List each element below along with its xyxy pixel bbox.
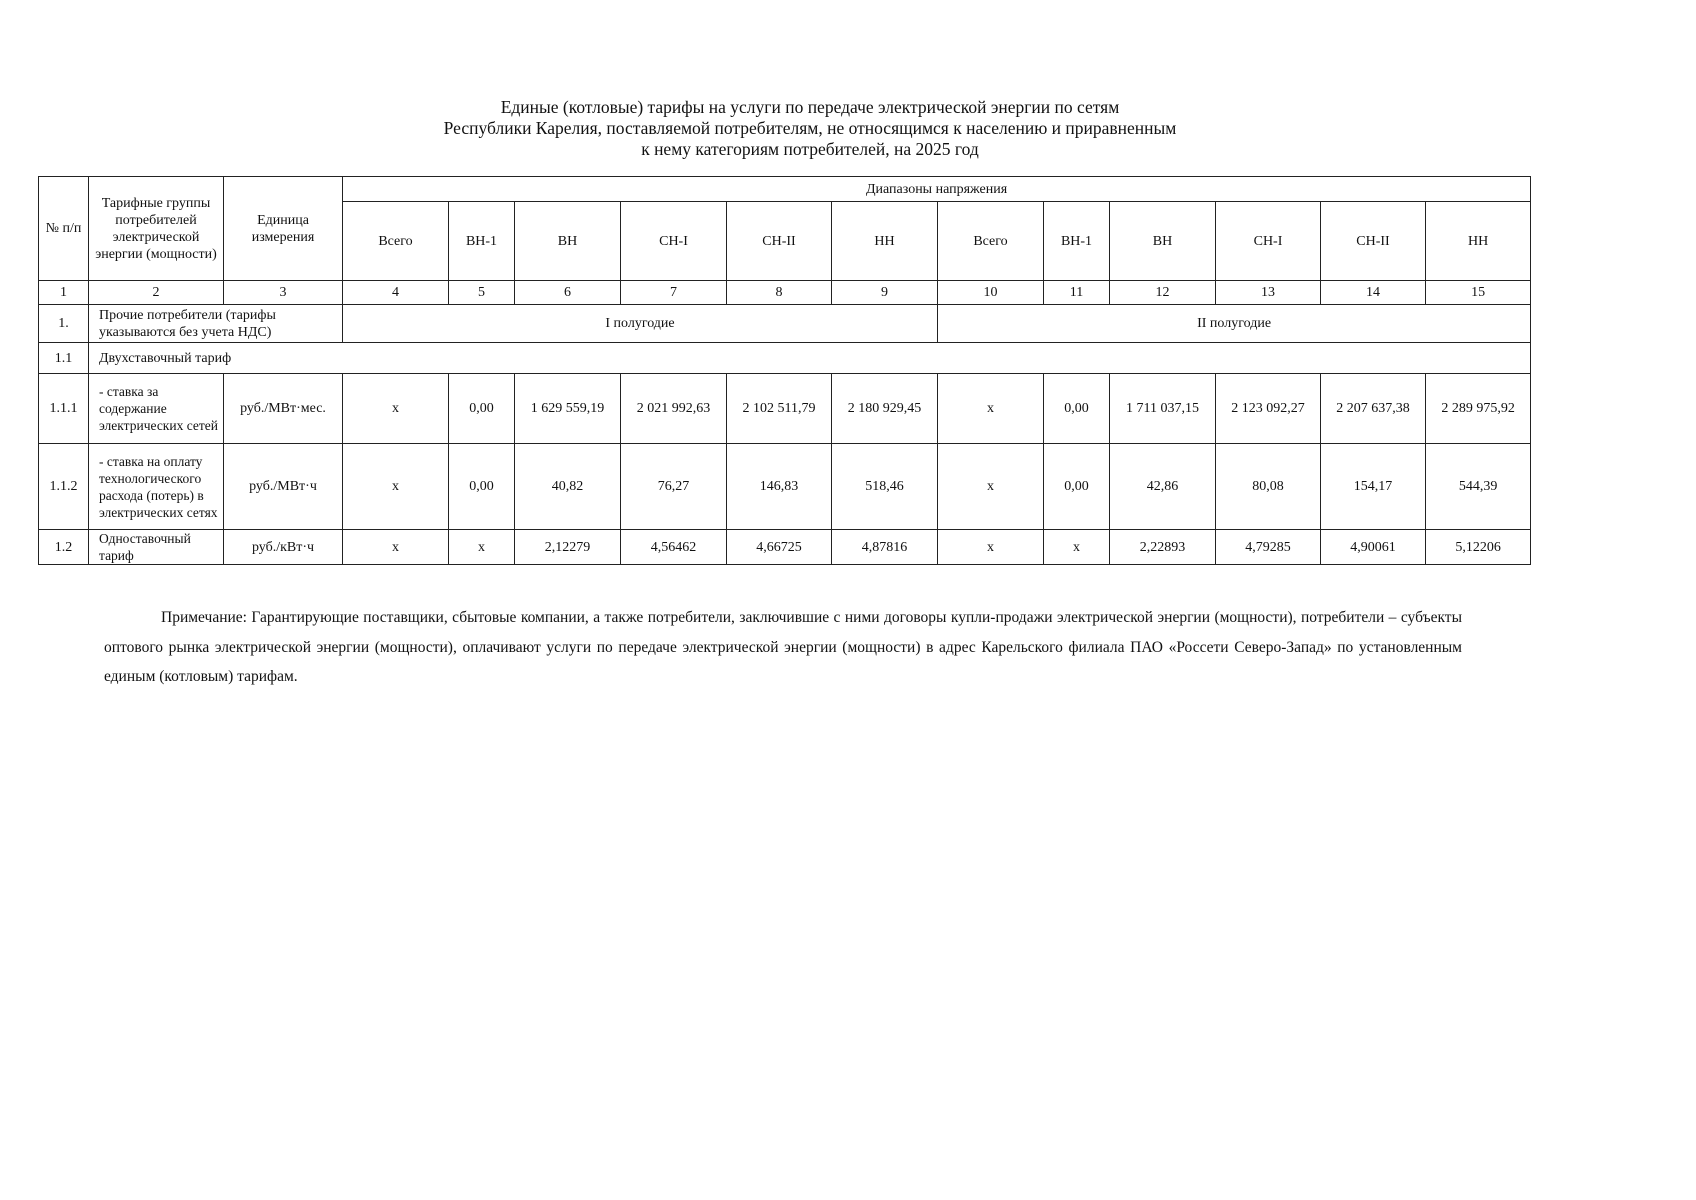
column-number: 13 xyxy=(1216,281,1321,305)
table-cell: 42,86 xyxy=(1110,444,1216,530)
column-number: 1 xyxy=(39,281,89,305)
column-number: 2 xyxy=(89,281,224,305)
table-cell: 76,27 xyxy=(621,444,727,530)
header-voltage: СН-I xyxy=(1216,202,1321,281)
table-cell: х xyxy=(1044,530,1110,565)
row-num: 1. xyxy=(39,305,89,343)
header-voltage: ВН xyxy=(1110,202,1216,281)
header-voltage: ВН xyxy=(515,202,621,281)
header-voltage: ВН-1 xyxy=(449,202,515,281)
title-line-2: Республики Карелия, поставляемой потребителям, не относящимся к населению и приравненным xyxy=(443,118,1177,138)
table-cell: х xyxy=(938,374,1044,444)
header-voltage: Всего xyxy=(938,202,1044,281)
header-voltage: Всего xyxy=(343,202,449,281)
header-voltage: ВН-1 xyxy=(1044,202,1110,281)
table-cell: 4,56462 xyxy=(621,530,727,565)
table-cell: 0,00 xyxy=(449,374,515,444)
table-cell: х xyxy=(343,530,449,565)
table-cell: 544,39 xyxy=(1426,444,1531,530)
table-row xyxy=(39,374,1531,444)
table-row xyxy=(39,530,1531,565)
header-voltage: НН xyxy=(1426,202,1531,281)
header-row-1 xyxy=(39,177,1531,202)
table-cell: 4,79285 xyxy=(1216,530,1321,565)
row-label: - ставка на оплату технологического расхода (потерь) в электрических сетях xyxy=(89,444,224,530)
table-row xyxy=(39,444,1531,530)
table-cell: 2,12279 xyxy=(515,530,621,565)
row-unit: руб./МВт·мес. xyxy=(224,374,343,444)
header-voltage: НН xyxy=(832,202,938,281)
footnote: Примечание: Гарантирующие поставщики, сбытовые компании, а также потребители, заключившие с ними договоры купли-продажи электрической энергии (мощности), потребители – субъекты оптового рынка электрической энергии (мощности), оплачивают услуги по передаче электрической энергии (мощности) в адрес Карельского филиала ПАО «Россети Северо-Запад» по установленным единым (котловым) тарифам. xyxy=(104,609,1462,685)
table-cell: 1 629 559,19 xyxy=(515,374,621,444)
row-num: 1.1 xyxy=(39,343,89,374)
column-number: 3 xyxy=(224,281,343,305)
table-cell: х xyxy=(938,444,1044,530)
column-number: 4 xyxy=(343,281,449,305)
table-cell: 0,00 xyxy=(1044,374,1110,444)
column-number: 8 xyxy=(727,281,832,305)
column-number: 12 xyxy=(1110,281,1216,305)
header-voltage: СН-I xyxy=(621,202,727,281)
row-num: 1.1.1 xyxy=(39,374,89,444)
row-unit: руб./МВт·ч xyxy=(224,444,343,530)
table-cell: 4,90061 xyxy=(1321,530,1426,565)
table-cell: х xyxy=(343,444,449,530)
column-number: 10 xyxy=(938,281,1044,305)
table-cell: 1 711 037,15 xyxy=(1110,374,1216,444)
table-row xyxy=(39,343,1531,374)
half-year-1: I полугодие xyxy=(343,305,938,343)
table-cell: 2 123 092,27 xyxy=(1216,374,1321,444)
row-num: 1.2 xyxy=(39,530,89,565)
column-number: 5 xyxy=(449,281,515,305)
table-cell: 154,17 xyxy=(1321,444,1426,530)
column-number-row xyxy=(39,281,1531,305)
column-number: 6 xyxy=(515,281,621,305)
table-cell: 518,46 xyxy=(832,444,938,530)
header-voltage: СН-II xyxy=(1321,202,1426,281)
header-num: № п/п xyxy=(39,177,89,281)
half-year-2: II полугодие xyxy=(938,305,1531,343)
title-line-3: к нему категориям потребителей, на 2025 год xyxy=(641,139,979,159)
table-cell: 4,66725 xyxy=(727,530,832,565)
table-cell: 4,87816 xyxy=(832,530,938,565)
table-cell: 2,22893 xyxy=(1110,530,1216,565)
table-cell: х xyxy=(938,530,1044,565)
table-cell: 2 207 637,38 xyxy=(1321,374,1426,444)
column-number: 14 xyxy=(1321,281,1426,305)
row-label: Прочие потребители (тарифы указываются без учета НДС) xyxy=(89,305,343,343)
table-cell: 40,82 xyxy=(515,444,621,530)
table-cell: х xyxy=(343,374,449,444)
row-label: - ставка за содержание электрических сетей xyxy=(89,374,224,444)
tariff-table xyxy=(38,176,1531,565)
table-cell: 0,00 xyxy=(449,444,515,530)
column-number: 15 xyxy=(1426,281,1531,305)
column-number: 7 xyxy=(621,281,727,305)
row-unit: руб./кВт·ч xyxy=(224,530,343,565)
table-cell: 146,83 xyxy=(727,444,832,530)
row-num: 1.1.2 xyxy=(39,444,89,530)
table-cell: 80,08 xyxy=(1216,444,1321,530)
table-cell: 2 102 511,79 xyxy=(727,374,832,444)
title-line-1: Единые (котловые) тарифы на услуги по передаче электрической энергии по сетям xyxy=(500,97,1120,117)
column-number: 11 xyxy=(1044,281,1110,305)
header-voltage-ranges: Диапазоны напряжения xyxy=(343,177,1531,202)
table-cell: 2 180 929,45 xyxy=(832,374,938,444)
table-cell: 5,12206 xyxy=(1426,530,1531,565)
column-number: 9 xyxy=(832,281,938,305)
table-cell: 2 289 975,92 xyxy=(1426,374,1531,444)
row-label: Одноставочный тариф xyxy=(89,530,224,565)
row-label: Двухставочный тариф xyxy=(89,343,1531,374)
table-cell: х xyxy=(449,530,515,565)
header-voltage: СН-II xyxy=(727,202,832,281)
table-row xyxy=(39,305,1531,343)
header-tariff-groups: Тарифные группы потребителей электрической энергии (мощности) xyxy=(89,177,224,281)
document-title xyxy=(0,97,1620,160)
table-cell: 2 021 992,63 xyxy=(621,374,727,444)
header-unit: Единица измерения xyxy=(224,177,343,281)
table-cell: 0,00 xyxy=(1044,444,1110,530)
